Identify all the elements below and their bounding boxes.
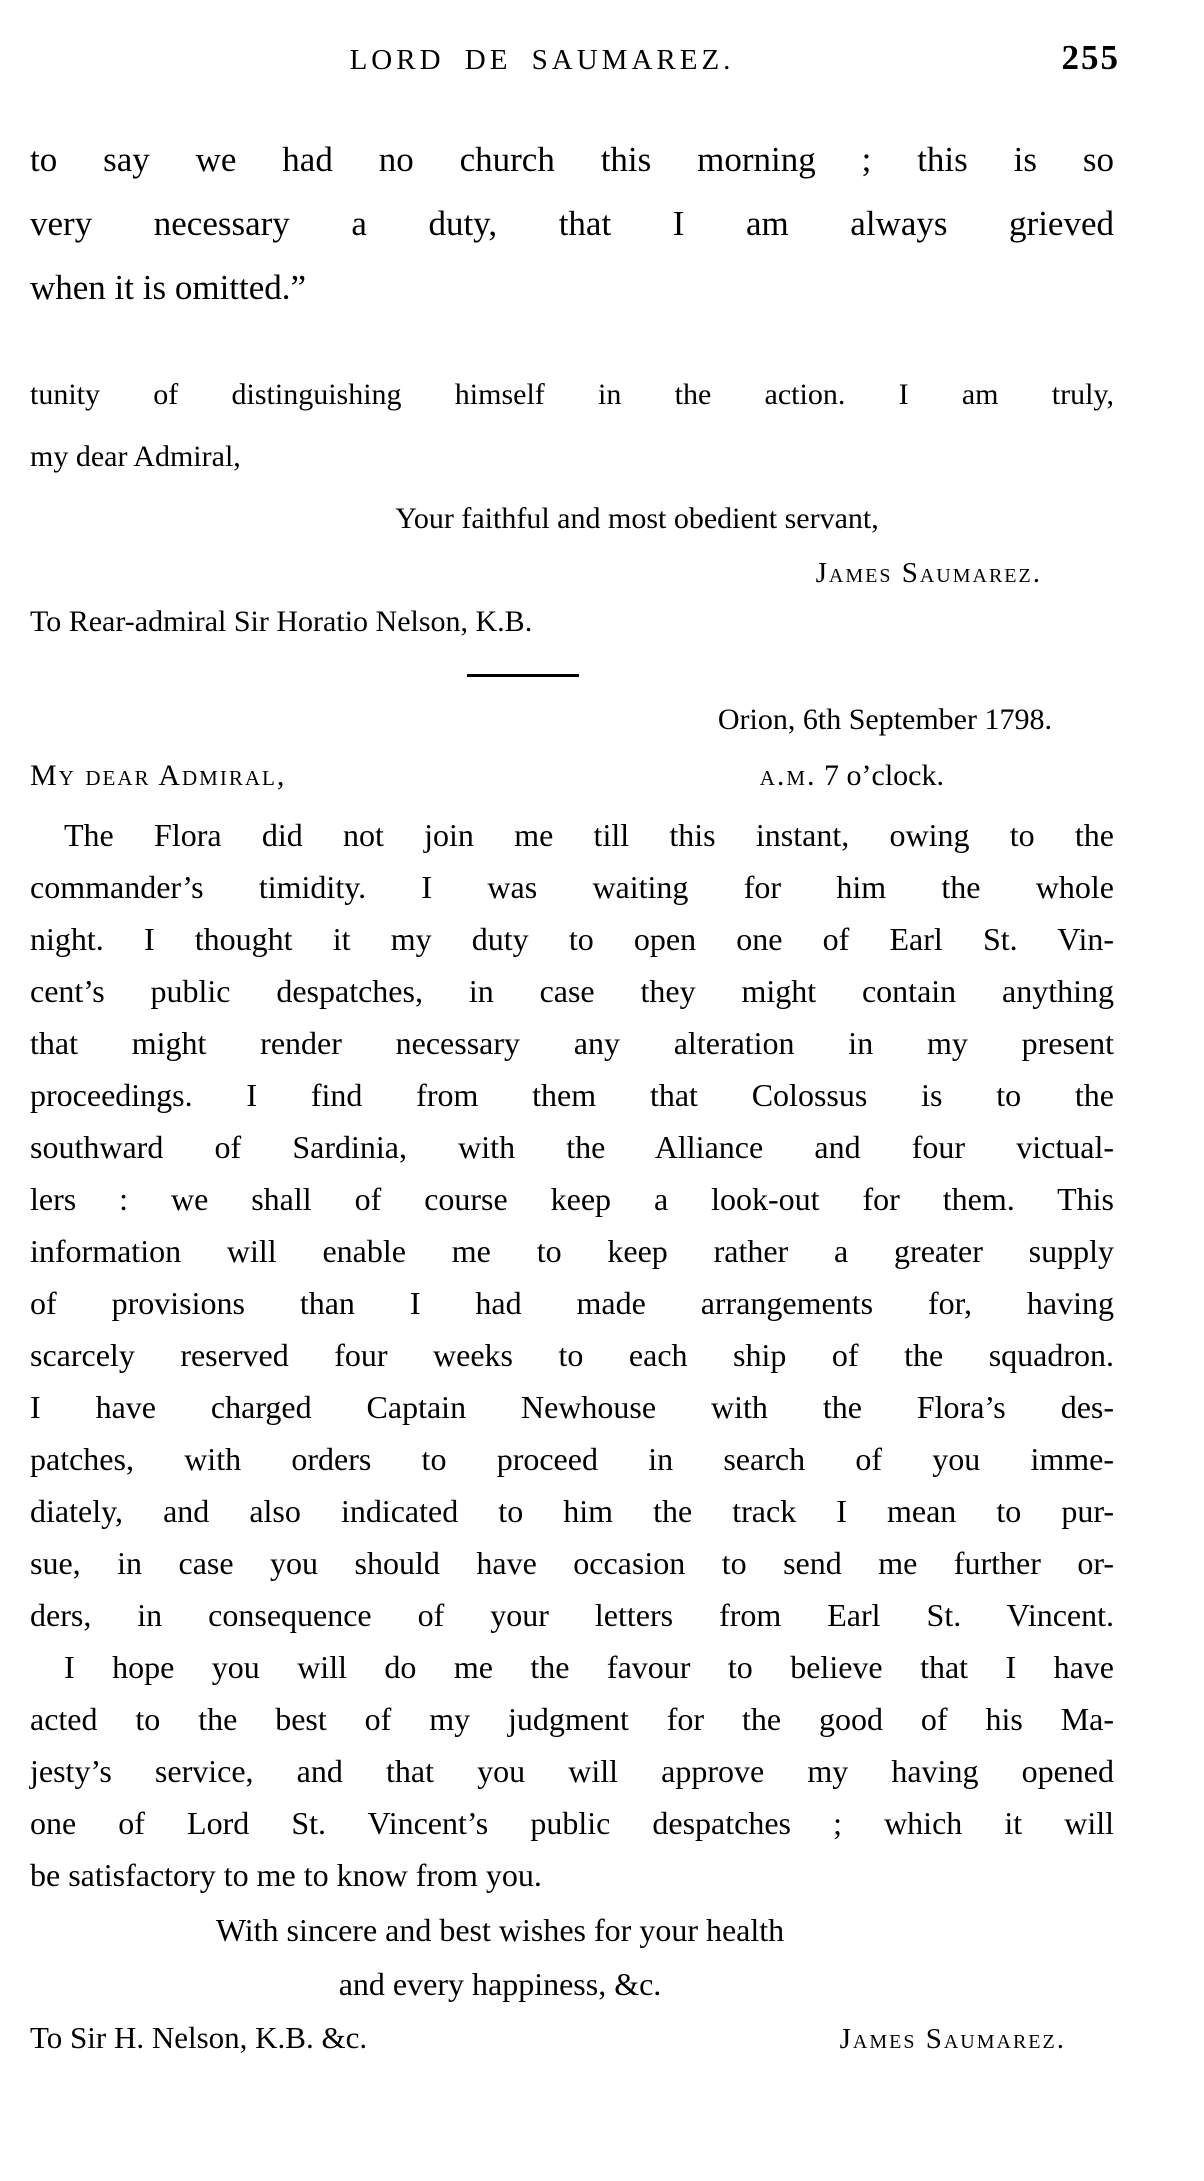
first-letter-ending	[30, 364, 1114, 648]
letter-body	[30, 809, 1114, 1901]
addressee-line: To Rear-admiral Sir Horatio Nelson, K.B.	[30, 605, 533, 638]
text-line: acted to the best of my judgment for the good of his Ma-	[30, 1701, 1114, 1737]
dateline: Orion, 6th September 1798.	[717, 703, 1052, 736]
text-line: night. I thought it my duty to open one of Earl St. Vin-	[30, 921, 1114, 957]
text-line: The Flora did not join me till this instant, owing to the	[64, 817, 1114, 853]
page-number: 255	[1061, 38, 1120, 77]
signature: James Saumarez.	[815, 557, 1042, 589]
signature: James Saumarez.	[839, 2023, 1066, 2055]
text-line: jesty’s service, and that you will approve my having opened	[30, 1753, 1114, 1789]
text-line: sue, in case you should have occasion to send me further or-	[30, 1545, 1114, 1581]
text-line: southward of Sardinia, with the Alliance and four victual-	[30, 1129, 1114, 1165]
running-title: LORD DE SAUMAREZ.	[349, 44, 735, 76]
quote-paragraph	[30, 128, 1114, 320]
text-line: I hope you will do me the favour to believe that I have	[64, 1649, 1114, 1685]
valediction-line: Your faithful and most obedient servant,	[395, 502, 879, 535]
text-line: commander’s timidity. I was waiting for him the whole	[30, 869, 1114, 905]
time-note	[760, 753, 944, 799]
text-line: information will enable me to keep rather a greater supply	[30, 1233, 1114, 1269]
page-header	[30, 38, 1120, 88]
text-line: one of Lord St. Vincent’s public despatches ; which it will	[30, 1805, 1114, 1841]
text-line: diately, and also indicated to him the track I mean to pur-	[30, 1493, 1114, 1529]
salutation: My dear Admiral,	[30, 759, 287, 792]
text-line: when it is omitted.”	[30, 268, 307, 307]
text-line: to say we had no church this morning ; this is so	[30, 140, 1114, 179]
text-line: that might render necessary any alteration in my present	[30, 1025, 1114, 1061]
text-line: scarcely reserved four weeks to each ship of the squadron.	[30, 1337, 1114, 1373]
time-value: 7 o’clock.	[824, 759, 944, 792]
text-line: tunity of distinguishing himself in the action. I am truly,	[30, 378, 1114, 411]
salutation-row	[30, 753, 1114, 799]
closing-block	[30, 1903, 970, 2011]
text-line: cent’s public despatches, in case they might contain anything	[30, 973, 1114, 1009]
text-line: of provisions than I had made arrangements for, having	[30, 1285, 1114, 1321]
text-line: lers : we shall of course keep a look-out for them. This	[30, 1181, 1114, 1217]
text-line: patches, with orders to proceed in search of you imme-	[30, 1441, 1114, 1477]
second-letter	[30, 697, 1114, 2066]
closing-line: and every happiness, &c.	[338, 1966, 662, 2002]
closing-line: With sincere and best wishes for your health	[215, 1912, 785, 1948]
text-line: be satisfactory to me to know from you.	[30, 1857, 542, 1893]
text-line: very necessary a duty, that I am always grieved	[30, 204, 1114, 243]
addressee-line: To Sir H. Nelson, K.B. &c.	[30, 2020, 368, 2055]
text-line: ders, in consequence of your letters from Earl St. Vincent.	[30, 1597, 1114, 1633]
am-label: a.m.	[759, 759, 817, 792]
text-line: proceedings. I find from them that Colossus is to the	[30, 1077, 1114, 1113]
section-divider	[467, 674, 579, 677]
signature-row	[30, 2011, 1114, 2066]
text-line: my dear Admiral,	[30, 440, 241, 473]
text-line: I have charged Captain Newhouse with the Flora’s des-	[30, 1389, 1114, 1425]
